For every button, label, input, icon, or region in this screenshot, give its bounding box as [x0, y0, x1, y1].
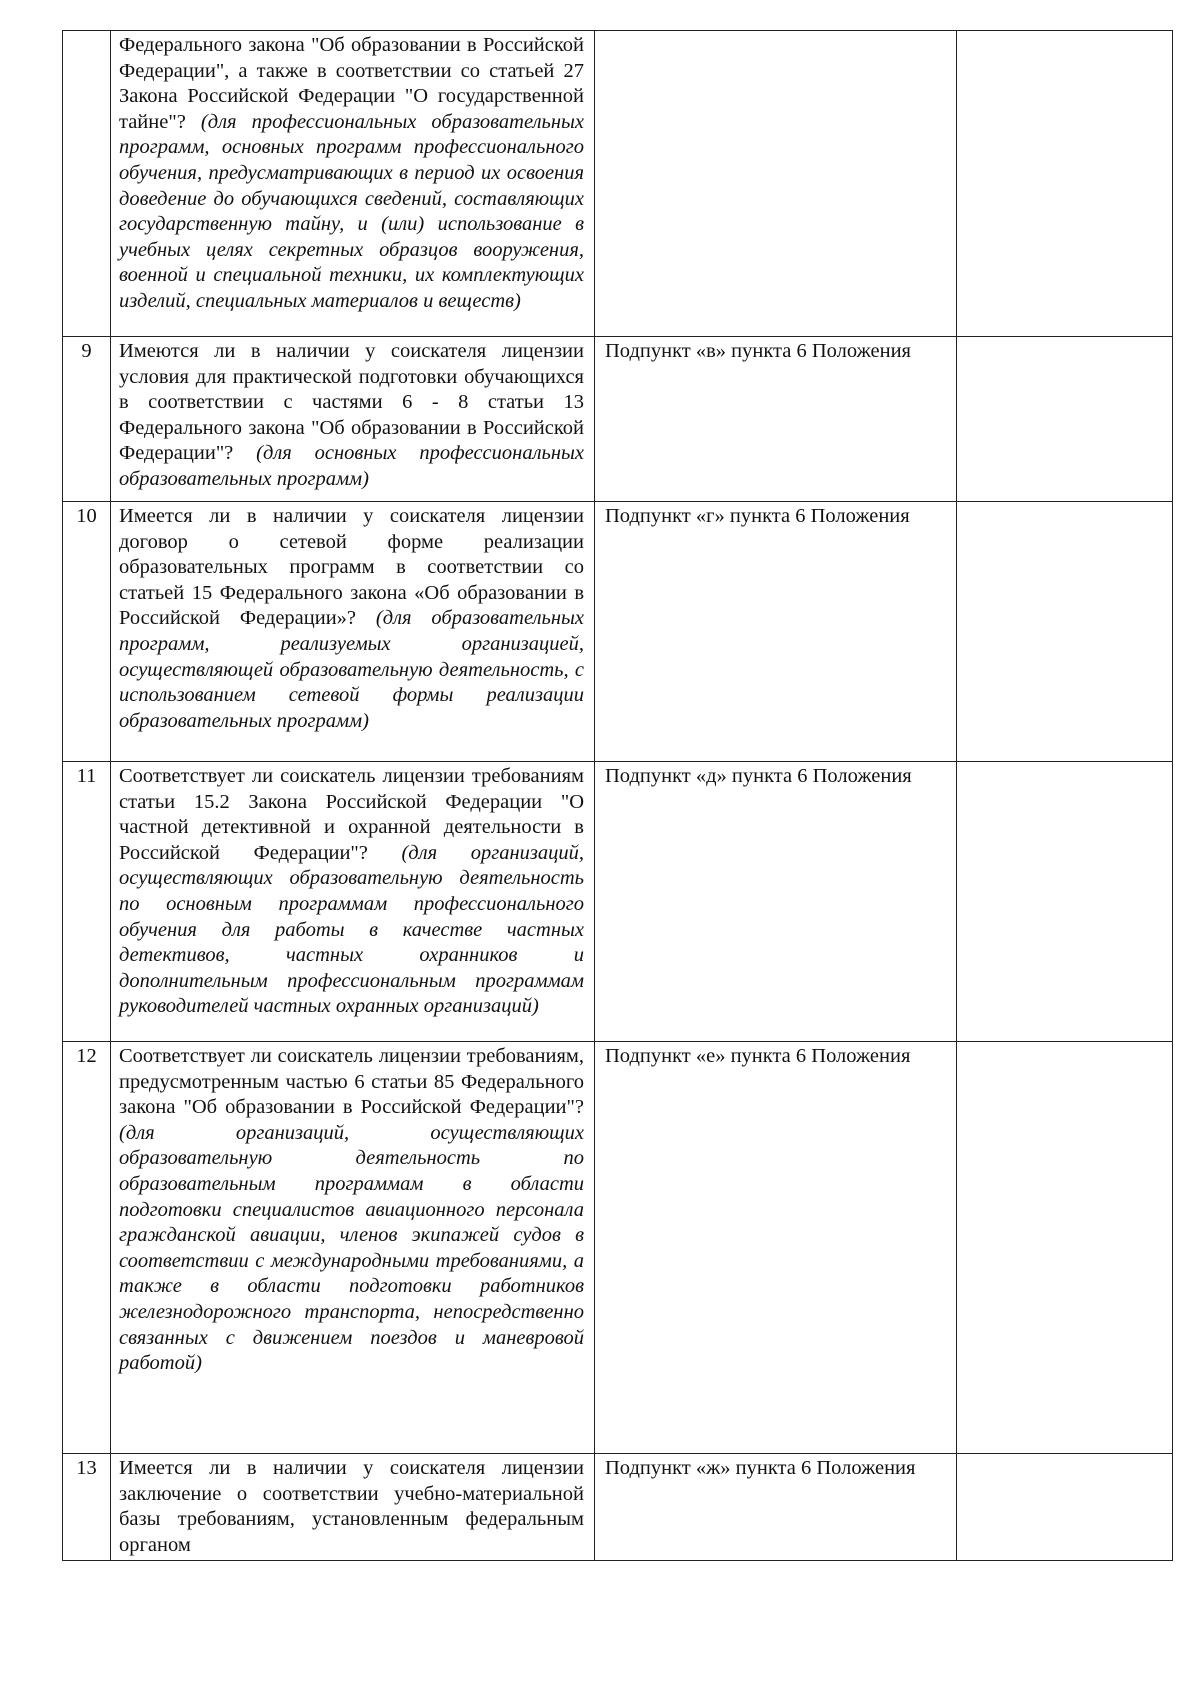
row-number: [63, 31, 111, 337]
row-number: 13: [63, 1454, 111, 1561]
notes-cell: [957, 337, 1173, 502]
question-cell: [111, 31, 595, 337]
requirements-table: [62, 30, 1173, 1561]
question-cell: [111, 762, 595, 1042]
question-text: Имеется ли в наличии у соискателя лицензии договор о сетевой форме реализации образовательных программ в соответствии со статьей 15 Федерального закона «Об образовании в Российской Федерации»?: [119, 505, 584, 630]
question-text: Соответствует ли соискатель лицензии требованиям, предусмотренным частью 6 статьи 85 Федерального закона "Об образовании в Российской Федерации"?: [119, 1045, 584, 1119]
reference-cell: Подпункт «г» пункта 6 Положения: [595, 502, 957, 762]
question-note: (для организаций, осуществляющих образовательную деятельность по основным программам профессионального обучения для работы в качестве частных детективов, частных охранников и дополнительным профессиональным программам руководителей частных охранных организаций): [119, 841, 584, 1018]
document-page: [62, 30, 1172, 1561]
table-row: [63, 1042, 1173, 1454]
reference-cell: Подпункт «в» пункта 6 Положения: [595, 337, 957, 502]
notes-cell: [957, 502, 1173, 762]
notes-cell: [957, 762, 1173, 1042]
table-row: [63, 762, 1173, 1042]
question-note: (для организаций, осуществляющих образовательную деятельность по образовательным программам в области подготовки специалистов авиационного персонала гражданской авиации, членов экипажей судов в соответствии с международными требованиями, а также в области подготовки работников железнодорожного транспорта, непосредственно связанных с движением поездов и маневровой работой): [119, 1121, 584, 1375]
table-row: [63, 502, 1173, 762]
notes-cell: [957, 1454, 1173, 1561]
question-cell: [111, 1454, 595, 1561]
notes-cell: [957, 31, 1173, 337]
row-number: 10: [63, 502, 111, 762]
question-note: (для образовательных программ, реализуемых организацией, осуществляющей образовательную деятельность, с использованием сетевой формы реализации образовательных программ): [119, 607, 584, 732]
question-text: Федерального закона "Об образовании в Российской Федерации", а также в соответствии со статьей 27 Закона Российской Федерации "О государственной тайне"?: [119, 34, 584, 133]
table-row: [63, 31, 1173, 337]
question-text: Имеются ли в наличии у соискателя лицензии условия для практической подготовки обучающихся в соответствии с частями 6 - 8 статьи 13 Федерального закона "Об образовании в Российской Федерации"?: [119, 340, 584, 465]
reference-cell: Подпункт «ж» пункта 6 Положения: [595, 1454, 957, 1561]
question-cell: [111, 1042, 595, 1454]
question-cell: [111, 502, 595, 762]
question-text: Соответствует ли соискатель лицензии требованиям статьи 15.2 Закона Российской Федерации "О частной детективной и охранной деятельности в Российской Федерации"?: [119, 765, 584, 864]
row-number: 9: [63, 337, 111, 502]
reference-cell: [595, 31, 957, 337]
question-note: (для основных профессиональных образовательных программ): [119, 442, 584, 490]
table-row: [63, 1454, 1173, 1561]
row-number: 11: [63, 762, 111, 1042]
question-note: (для профессиональных образовательных программ, основных программ профессионального обучения, предусматривающих в период их освоения доведение до обучающихся сведений, составляющих государственную тайну, и (или) использование в учебных целях секретных образцов вооружения, военной и специальной техники, их комплектующих изделий, специальных материалов и веществ): [119, 110, 584, 312]
reference-cell: Подпункт «е» пункта 6 Положения: [595, 1042, 957, 1454]
table-row: [63, 337, 1173, 502]
notes-cell: [957, 1042, 1173, 1454]
row-number: 12: [63, 1042, 111, 1454]
reference-cell: Подпункт «д» пункта 6 Положения: [595, 762, 957, 1042]
question-text: Имеется ли в наличии у соискателя лицензии заключение о соответствии учебно-материальной базы требованиям, установленным федеральным органом: [119, 1457, 584, 1556]
question-cell: [111, 337, 595, 502]
